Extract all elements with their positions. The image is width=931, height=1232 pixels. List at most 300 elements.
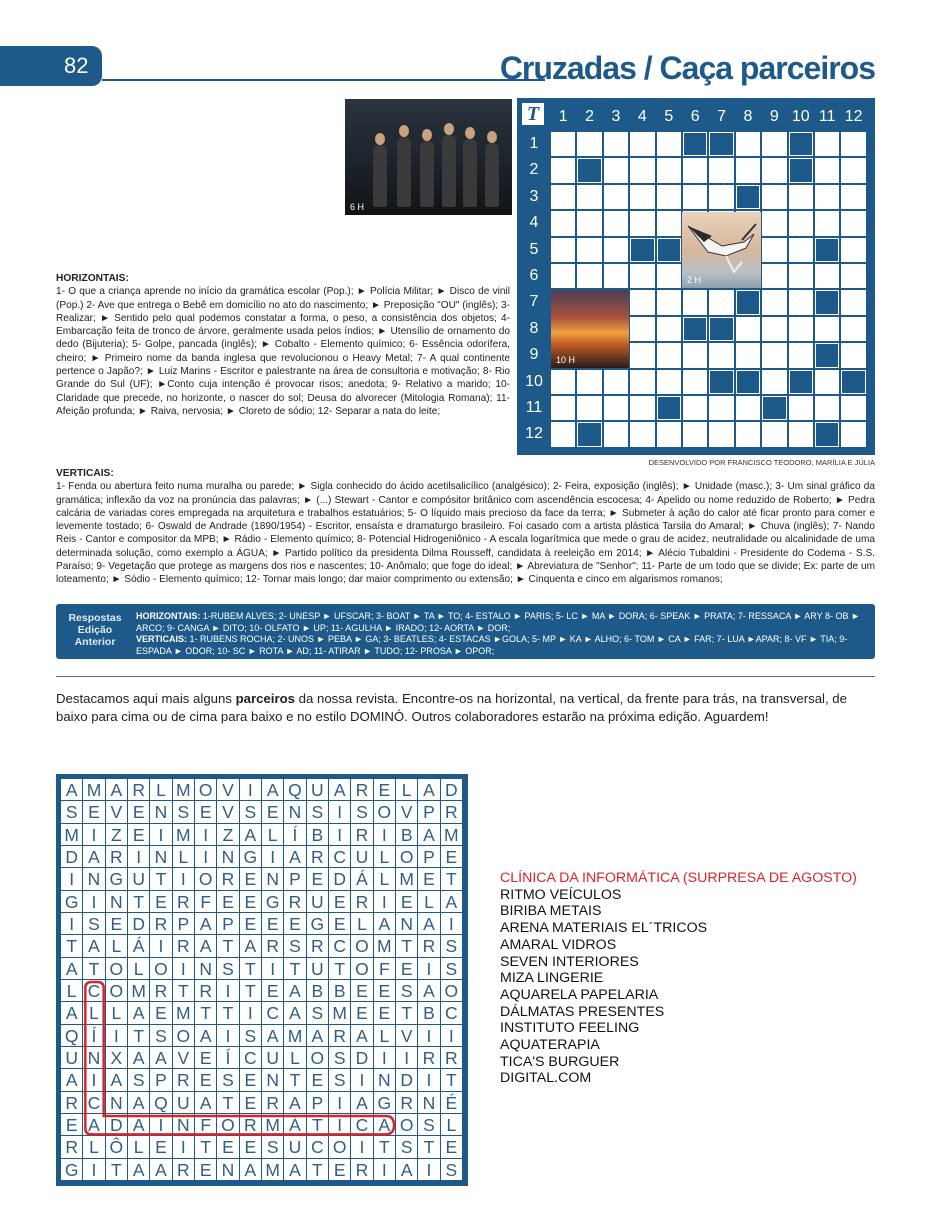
word-search-letter[interactable]: L bbox=[106, 935, 128, 957]
word-search-letter[interactable]: O bbox=[195, 868, 217, 890]
word-search-letter[interactable]: A bbox=[351, 1092, 373, 1114]
word-search-letter[interactable]: R bbox=[128, 779, 150, 801]
word-search-letter[interactable]: P bbox=[284, 868, 306, 890]
crossword-cell[interactable] bbox=[630, 343, 654, 367]
word-search-letter[interactable]: T bbox=[150, 868, 172, 890]
word-search-letter[interactable]: T bbox=[441, 1069, 463, 1091]
crossword-cell[interactable] bbox=[709, 396, 733, 420]
word-search-letter[interactable]: A bbox=[284, 980, 306, 1002]
crossword-cell[interactable] bbox=[551, 238, 575, 262]
word-search-letter[interactable]: I bbox=[351, 1136, 373, 1158]
crossword-cell[interactable] bbox=[657, 132, 681, 156]
word-search-letter[interactable]: O bbox=[150, 958, 172, 980]
crossword-cell[interactable] bbox=[577, 185, 601, 209]
crossword-cell[interactable] bbox=[762, 211, 786, 235]
crossword-cell[interactable] bbox=[736, 422, 760, 446]
word-search-letter[interactable]: E bbox=[284, 913, 306, 935]
word-search-letter[interactable]: I bbox=[418, 958, 440, 980]
word-search-letter[interactable]: A bbox=[262, 1025, 284, 1047]
word-search-letter[interactable]: M bbox=[173, 1002, 195, 1024]
crossword-cell[interactable] bbox=[789, 264, 813, 288]
word-search-letter[interactable]: I bbox=[374, 891, 396, 913]
word-search-letter[interactable]: S bbox=[396, 1136, 418, 1158]
crossword-cell[interactable] bbox=[789, 185, 813, 209]
word-search-letter[interactable]: I bbox=[418, 1159, 440, 1181]
word-search-letter[interactable]: L bbox=[374, 868, 396, 890]
word-search-letter[interactable]: E bbox=[307, 868, 329, 890]
word-search-letter[interactable]: E bbox=[351, 1002, 373, 1024]
word-search-letter[interactable]: I bbox=[61, 868, 83, 890]
word-search-letter[interactable]: I bbox=[329, 1114, 351, 1136]
word-search-letter[interactable]: E bbox=[418, 868, 440, 890]
word-search-letter[interactable]: N bbox=[217, 846, 239, 868]
word-search-letter[interactable]: I bbox=[217, 980, 239, 1002]
crossword-cell[interactable] bbox=[683, 396, 707, 420]
word-search-letter[interactable]: O bbox=[106, 958, 128, 980]
crossword-cell[interactable] bbox=[551, 264, 575, 288]
crossword-cell[interactable] bbox=[789, 396, 813, 420]
word-search-letter[interactable]: T bbox=[418, 1136, 440, 1158]
crossword-cell[interactable] bbox=[551, 211, 575, 235]
word-search-letter[interactable]: C bbox=[83, 1092, 105, 1114]
word-search-letter[interactable]: I bbox=[195, 824, 217, 846]
word-search-letter[interactable]: O bbox=[307, 1047, 329, 1069]
crossword-cell[interactable] bbox=[630, 396, 654, 420]
crossword-cell[interactable] bbox=[841, 264, 865, 288]
crossword-cell[interactable] bbox=[604, 132, 628, 156]
crossword-cell[interactable] bbox=[736, 158, 760, 182]
word-search-letter[interactable]: S bbox=[441, 958, 463, 980]
word-search-letter[interactable]: T bbox=[441, 868, 463, 890]
crossword-cell[interactable] bbox=[789, 422, 813, 446]
word-search-letter[interactable]: S bbox=[418, 1114, 440, 1136]
word-search-letter[interactable]: E bbox=[396, 891, 418, 913]
word-search-letter[interactable]: T bbox=[284, 1069, 306, 1091]
word-search-letter[interactable]: T bbox=[217, 1002, 239, 1024]
word-search-letter[interactable]: F bbox=[195, 1114, 217, 1136]
crossword-cell[interactable] bbox=[736, 343, 760, 367]
word-search-letter[interactable]: V bbox=[173, 1047, 195, 1069]
word-search-letter[interactable]: L bbox=[128, 958, 150, 980]
word-search-letter[interactable]: E bbox=[240, 1092, 262, 1114]
word-search-letter[interactable]: E bbox=[195, 1047, 217, 1069]
word-search-letter[interactable]: E bbox=[374, 980, 396, 1002]
word-search-letter[interactable]: E bbox=[217, 891, 239, 913]
crossword-cell[interactable] bbox=[551, 158, 575, 182]
word-search-letter[interactable]: D bbox=[396, 1069, 418, 1091]
word-search-letter[interactable]: T bbox=[128, 891, 150, 913]
word-search-letter[interactable]: L bbox=[150, 779, 172, 801]
crossword-cell[interactable] bbox=[657, 264, 681, 288]
word-search-letter[interactable]: G bbox=[61, 1159, 83, 1181]
word-search-letter[interactable]: S bbox=[307, 1002, 329, 1024]
word-search-letter[interactable]: L bbox=[173, 846, 195, 868]
crossword-cell[interactable] bbox=[762, 264, 786, 288]
crossword-cell[interactable] bbox=[604, 370, 628, 394]
word-search-letter[interactable]: D bbox=[329, 868, 351, 890]
word-search-letter[interactable]: R bbox=[307, 935, 329, 957]
crossword-cell[interactable] bbox=[762, 238, 786, 262]
crossword-cell[interactable] bbox=[709, 343, 733, 367]
word-search-letter[interactable]: A bbox=[262, 779, 284, 801]
word-search-letter[interactable]: I bbox=[173, 1136, 195, 1158]
crossword-cell[interactable] bbox=[577, 238, 601, 262]
word-search-letter[interactable]: M bbox=[173, 824, 195, 846]
word-search-letter[interactable]: Q bbox=[284, 779, 306, 801]
word-search-letter[interactable]: D bbox=[441, 779, 463, 801]
word-search-letter[interactable]: U bbox=[307, 779, 329, 801]
word-search-letter[interactable]: E bbox=[128, 801, 150, 823]
word-search-letter[interactable]: C bbox=[351, 1114, 373, 1136]
word-search-letter[interactable]: M bbox=[61, 824, 83, 846]
word-search-letter[interactable]: A bbox=[374, 1114, 396, 1136]
word-search-letter[interactable]: U bbox=[173, 1092, 195, 1114]
crossword-cell[interactable] bbox=[630, 132, 654, 156]
word-search-letter[interactable]: S bbox=[240, 1025, 262, 1047]
word-search-letter[interactable]: C bbox=[329, 846, 351, 868]
word-search-letter[interactable]: L bbox=[83, 1136, 105, 1158]
word-search-letter[interactable]: I bbox=[374, 1047, 396, 1069]
word-search-letter[interactable]: S bbox=[441, 935, 463, 957]
crossword-cell[interactable] bbox=[709, 290, 733, 314]
word-search-letter[interactable]: I bbox=[418, 1069, 440, 1091]
word-search-letter[interactable]: R bbox=[240, 1114, 262, 1136]
crossword-cell[interactable] bbox=[657, 317, 681, 341]
word-search-letter[interactable]: D bbox=[106, 1114, 128, 1136]
word-search-letter[interactable]: Í bbox=[217, 1047, 239, 1069]
crossword-cell[interactable] bbox=[657, 185, 681, 209]
word-search-letter[interactable]: A bbox=[418, 824, 440, 846]
word-search-letter[interactable]: A bbox=[240, 1159, 262, 1181]
word-search-letter[interactable]: A bbox=[128, 1114, 150, 1136]
word-search-letter[interactable]: A bbox=[106, 1069, 128, 1091]
word-search-letter[interactable]: É bbox=[441, 1092, 463, 1114]
crossword-cell[interactable] bbox=[604, 238, 628, 262]
word-search-letter[interactable]: F bbox=[374, 958, 396, 980]
word-search-letter[interactable]: C bbox=[240, 1047, 262, 1069]
word-search-letter[interactable]: D bbox=[351, 1047, 373, 1069]
word-search-letter[interactable]: T bbox=[396, 1002, 418, 1024]
word-search-letter[interactable]: R bbox=[284, 891, 306, 913]
word-search-letter[interactable]: E bbox=[329, 891, 351, 913]
word-search-letter[interactable]: A bbox=[128, 1047, 150, 1069]
word-search-letter[interactable]: T bbox=[195, 1136, 217, 1158]
word-search-letter[interactable]: R bbox=[262, 935, 284, 957]
word-search-letter[interactable]: A bbox=[195, 935, 217, 957]
crossword-cell[interactable] bbox=[762, 370, 786, 394]
crossword-cell[interactable] bbox=[577, 396, 601, 420]
word-search-letter[interactable]: I bbox=[173, 958, 195, 980]
crossword-cell[interactable] bbox=[604, 158, 628, 182]
word-search-letter[interactable]: R bbox=[351, 1159, 373, 1181]
word-search-letter[interactable]: I bbox=[329, 801, 351, 823]
crossword-cell[interactable] bbox=[683, 185, 707, 209]
word-search-letter[interactable]: T bbox=[374, 1136, 396, 1158]
crossword-cell[interactable] bbox=[577, 370, 601, 394]
word-search-letter[interactable]: E bbox=[351, 980, 373, 1002]
word-search-letter[interactable]: M bbox=[262, 1159, 284, 1181]
word-search-letter[interactable]: I bbox=[240, 779, 262, 801]
word-search-letter[interactable]: V bbox=[396, 1025, 418, 1047]
word-search-letter[interactable]: F bbox=[195, 891, 217, 913]
word-search-letter[interactable]: U bbox=[284, 1136, 306, 1158]
crossword-cell[interactable] bbox=[630, 158, 654, 182]
word-search-letter[interactable]: R bbox=[418, 935, 440, 957]
word-search-letter[interactable]: G bbox=[307, 913, 329, 935]
word-search-letter[interactable]: V bbox=[217, 779, 239, 801]
word-search-letter[interactable]: N bbox=[83, 868, 105, 890]
word-search-letter[interactable]: I bbox=[173, 868, 195, 890]
crossword-cell[interactable] bbox=[683, 370, 707, 394]
word-search-letter[interactable]: A bbox=[284, 1002, 306, 1024]
word-search-letter[interactable]: S bbox=[329, 1069, 351, 1091]
word-search-letter[interactable]: U bbox=[307, 958, 329, 980]
word-search-letter[interactable]: T bbox=[195, 1002, 217, 1024]
word-search-letter[interactable]: I bbox=[262, 846, 284, 868]
crossword-cell[interactable] bbox=[630, 264, 654, 288]
word-search-letter[interactable]: T bbox=[106, 1159, 128, 1181]
word-search-letter[interactable]: S bbox=[351, 801, 373, 823]
word-search-letter[interactable]: E bbox=[374, 1002, 396, 1024]
word-search-letter[interactable]: I bbox=[441, 1025, 463, 1047]
word-search-letter[interactable]: A bbox=[418, 980, 440, 1002]
word-search-letter[interactable]: T bbox=[396, 935, 418, 957]
word-search-letter[interactable]: U bbox=[307, 891, 329, 913]
word-search-letter[interactable]: E bbox=[128, 824, 150, 846]
word-search-letter[interactable]: R bbox=[61, 1136, 83, 1158]
crossword-cell[interactable] bbox=[657, 422, 681, 446]
crossword-cell[interactable] bbox=[789, 211, 813, 235]
crossword-cell[interactable] bbox=[709, 422, 733, 446]
word-search-letter[interactable]: A bbox=[374, 913, 396, 935]
word-search-letter[interactable]: L bbox=[374, 846, 396, 868]
crossword-cell[interactable] bbox=[604, 396, 628, 420]
word-search-letter[interactable]: N bbox=[396, 913, 418, 935]
word-search-letter[interactable]: U bbox=[262, 1047, 284, 1069]
word-search-letter[interactable]: V bbox=[217, 801, 239, 823]
crossword-cell[interactable] bbox=[736, 396, 760, 420]
word-search-letter[interactable]: C bbox=[441, 1002, 463, 1024]
word-search-letter[interactable]: A bbox=[61, 779, 83, 801]
crossword-cell[interactable] bbox=[736, 317, 760, 341]
word-search-letter[interactable]: E bbox=[240, 1069, 262, 1091]
crossword-cell[interactable] bbox=[762, 317, 786, 341]
word-search-letter[interactable]: N bbox=[173, 1114, 195, 1136]
word-search-letter[interactable]: I bbox=[217, 1025, 239, 1047]
word-search-letter[interactable]: A bbox=[284, 1092, 306, 1114]
word-search-letter[interactable]: S bbox=[128, 1069, 150, 1091]
word-search-letter[interactable]: R bbox=[307, 846, 329, 868]
crossword-cell[interactable] bbox=[604, 264, 628, 288]
word-search-letter[interactable]: B bbox=[307, 980, 329, 1002]
word-search-letter[interactable]: M bbox=[284, 1025, 306, 1047]
word-search-letter[interactable]: E bbox=[195, 801, 217, 823]
word-search-letter[interactable]: Í bbox=[83, 1025, 105, 1047]
word-search-letter[interactable]: O bbox=[329, 1136, 351, 1158]
word-search-letter[interactable]: N bbox=[374, 1069, 396, 1091]
word-search-letter[interactable]: A bbox=[61, 1069, 83, 1091]
word-search-letter[interactable]: E bbox=[83, 801, 105, 823]
word-search-letter[interactable]: A bbox=[128, 1159, 150, 1181]
crossword-cell[interactable] bbox=[683, 343, 707, 367]
word-search-letter[interactable]: R bbox=[217, 868, 239, 890]
word-search-letter[interactable]: T bbox=[61, 935, 83, 957]
crossword-cell[interactable] bbox=[630, 317, 654, 341]
word-search-letter[interactable]: S bbox=[284, 935, 306, 957]
crossword-cell[interactable] bbox=[815, 396, 839, 420]
word-search-letter[interactable]: T bbox=[83, 958, 105, 980]
word-search-letter[interactable]: N bbox=[262, 868, 284, 890]
word-search-letter[interactable]: M bbox=[173, 779, 195, 801]
word-search-letter[interactable]: O bbox=[441, 980, 463, 1002]
word-search-letter[interactable]: I bbox=[150, 1114, 172, 1136]
crossword-cell[interactable] bbox=[709, 185, 733, 209]
crossword-cell[interactable] bbox=[815, 211, 839, 235]
word-search-letter[interactable]: O bbox=[351, 958, 373, 980]
word-search-letter[interactable]: M bbox=[374, 935, 396, 957]
crossword-cell[interactable] bbox=[577, 132, 601, 156]
crossword-cell[interactable] bbox=[551, 370, 575, 394]
word-search-letter[interactable]: A bbox=[61, 958, 83, 980]
crossword-cell[interactable] bbox=[630, 211, 654, 235]
word-search-letter[interactable]: T bbox=[329, 958, 351, 980]
word-search-letter[interactable]: M bbox=[128, 980, 150, 1002]
word-search-letter[interactable]: I bbox=[329, 824, 351, 846]
word-search-letter[interactable]: A bbox=[83, 846, 105, 868]
word-search-letter[interactable]: G bbox=[240, 846, 262, 868]
crossword-cell[interactable] bbox=[762, 132, 786, 156]
word-search-letter[interactable]: E bbox=[262, 801, 284, 823]
word-search-letter[interactable]: A bbox=[195, 1025, 217, 1047]
crossword-cell[interactable] bbox=[841, 422, 865, 446]
crossword-cell[interactable] bbox=[709, 158, 733, 182]
word-search-letter[interactable]: Á bbox=[284, 1114, 306, 1136]
crossword-cell[interactable] bbox=[815, 132, 839, 156]
word-search-letter[interactable]: A bbox=[61, 1002, 83, 1024]
crossword-cell[interactable] bbox=[762, 290, 786, 314]
word-search-letter[interactable]: T bbox=[307, 1114, 329, 1136]
word-search-letter[interactable]: R bbox=[173, 891, 195, 913]
word-search-letter[interactable]: Á bbox=[128, 935, 150, 957]
word-search-letter[interactable]: L bbox=[351, 913, 373, 935]
word-search-letter[interactable]: S bbox=[307, 801, 329, 823]
word-search-letter[interactable]: A bbox=[307, 1025, 329, 1047]
word-search-letter[interactable]: A bbox=[83, 1114, 105, 1136]
crossword-cell[interactable] bbox=[841, 317, 865, 341]
word-search-letter[interactable]: G bbox=[106, 868, 128, 890]
word-search-letter[interactable]: A bbox=[240, 935, 262, 957]
word-search-letter[interactable]: P bbox=[217, 913, 239, 935]
crossword-cell[interactable] bbox=[551, 132, 575, 156]
crossword-cell[interactable] bbox=[841, 343, 865, 367]
word-search-letter[interactable]: T bbox=[128, 1025, 150, 1047]
word-search-letter[interactable]: S bbox=[329, 1047, 351, 1069]
word-search-letter[interactable]: R bbox=[173, 1069, 195, 1091]
word-search-letter[interactable]: N bbox=[284, 801, 306, 823]
word-search-letter[interactable]: S bbox=[83, 913, 105, 935]
word-search-letter[interactable]: E bbox=[262, 913, 284, 935]
word-search-letter[interactable]: Z bbox=[106, 824, 128, 846]
word-search-letter[interactable]: E bbox=[441, 846, 463, 868]
word-search-letter[interactable]: Ô bbox=[106, 1136, 128, 1158]
word-search-letter[interactable]: I bbox=[195, 846, 217, 868]
word-search-letter[interactable]: M bbox=[83, 779, 105, 801]
word-search-letter[interactable]: A bbox=[83, 935, 105, 957]
word-search-letter[interactable]: E bbox=[307, 1069, 329, 1091]
word-search-letter[interactable]: O bbox=[195, 779, 217, 801]
word-search-letter[interactable]: C bbox=[329, 935, 351, 957]
word-search-letter[interactable]: R bbox=[150, 980, 172, 1002]
word-search-letter[interactable]: E bbox=[217, 1136, 239, 1158]
word-search-letter[interactable]: G bbox=[262, 891, 284, 913]
word-search-letter[interactable]: L bbox=[284, 1047, 306, 1069]
word-search-letter[interactable]: I bbox=[106, 1025, 128, 1047]
word-search-letter[interactable]: E bbox=[195, 1159, 217, 1181]
word-search-letter[interactable]: G bbox=[374, 1092, 396, 1114]
word-search-letter[interactable]: Í bbox=[284, 824, 306, 846]
word-search-letter[interactable]: I bbox=[83, 891, 105, 913]
word-search-letter[interactable]: E bbox=[240, 1136, 262, 1158]
crossword-cell[interactable] bbox=[683, 158, 707, 182]
word-search-letter[interactable]: A bbox=[195, 1092, 217, 1114]
word-search-letter[interactable]: G bbox=[61, 891, 83, 913]
word-search-letter[interactable]: A bbox=[106, 779, 128, 801]
word-search-letter[interactable]: I bbox=[83, 1069, 105, 1091]
crossword-cell[interactable] bbox=[762, 343, 786, 367]
word-search-letter[interactable]: L bbox=[418, 891, 440, 913]
word-search-letter[interactable]: A bbox=[195, 913, 217, 935]
word-search-letter[interactable]: P bbox=[418, 801, 440, 823]
crossword-cell[interactable] bbox=[762, 185, 786, 209]
word-search-letter[interactable]: A bbox=[329, 779, 351, 801]
word-search-letter[interactable]: A bbox=[418, 913, 440, 935]
word-search-letter[interactable]: I bbox=[262, 958, 284, 980]
crossword-cell[interactable] bbox=[657, 211, 681, 235]
word-search-letter[interactable]: A bbox=[284, 1159, 306, 1181]
crossword-cell[interactable] bbox=[815, 158, 839, 182]
crossword-cell[interactable] bbox=[683, 290, 707, 314]
word-search-letter[interactable]: A bbox=[441, 891, 463, 913]
word-search-letter[interactable]: R bbox=[351, 824, 373, 846]
word-search-letter[interactable]: U bbox=[61, 1047, 83, 1069]
word-search-letter[interactable]: L bbox=[262, 824, 284, 846]
word-search-letter[interactable]: I bbox=[374, 824, 396, 846]
word-search-letter[interactable]: M bbox=[441, 824, 463, 846]
word-search-letter[interactable]: O bbox=[106, 980, 128, 1002]
word-search-letter[interactable]: R bbox=[195, 980, 217, 1002]
word-search-letter[interactable]: O bbox=[173, 1025, 195, 1047]
word-search-letter[interactable]: S bbox=[61, 801, 83, 823]
word-search-letter[interactable]: I bbox=[441, 913, 463, 935]
word-search-letter[interactable]: R bbox=[441, 1047, 463, 1069]
word-search-letter[interactable]: R bbox=[329, 1025, 351, 1047]
word-search-letter[interactable]: O bbox=[396, 1114, 418, 1136]
word-search-letter[interactable]: I bbox=[128, 846, 150, 868]
crossword-cell[interactable] bbox=[604, 422, 628, 446]
word-search-letter[interactable]: D bbox=[61, 846, 83, 868]
word-search-letter[interactable]: I bbox=[374, 1159, 396, 1181]
word-search-letter[interactable]: S bbox=[150, 1025, 172, 1047]
word-search-letter[interactable]: A bbox=[128, 1002, 150, 1024]
word-search-letter[interactable]: E bbox=[150, 891, 172, 913]
crossword-cell[interactable] bbox=[657, 343, 681, 367]
word-search-letter[interactable]: M bbox=[262, 1114, 284, 1136]
word-search-letter[interactable]: V bbox=[106, 801, 128, 823]
word-search-letter[interactable]: E bbox=[240, 913, 262, 935]
word-search-letter[interactable]: L bbox=[374, 1025, 396, 1047]
word-search-letter[interactable]: R bbox=[396, 1092, 418, 1114]
crossword-cell[interactable] bbox=[789, 290, 813, 314]
